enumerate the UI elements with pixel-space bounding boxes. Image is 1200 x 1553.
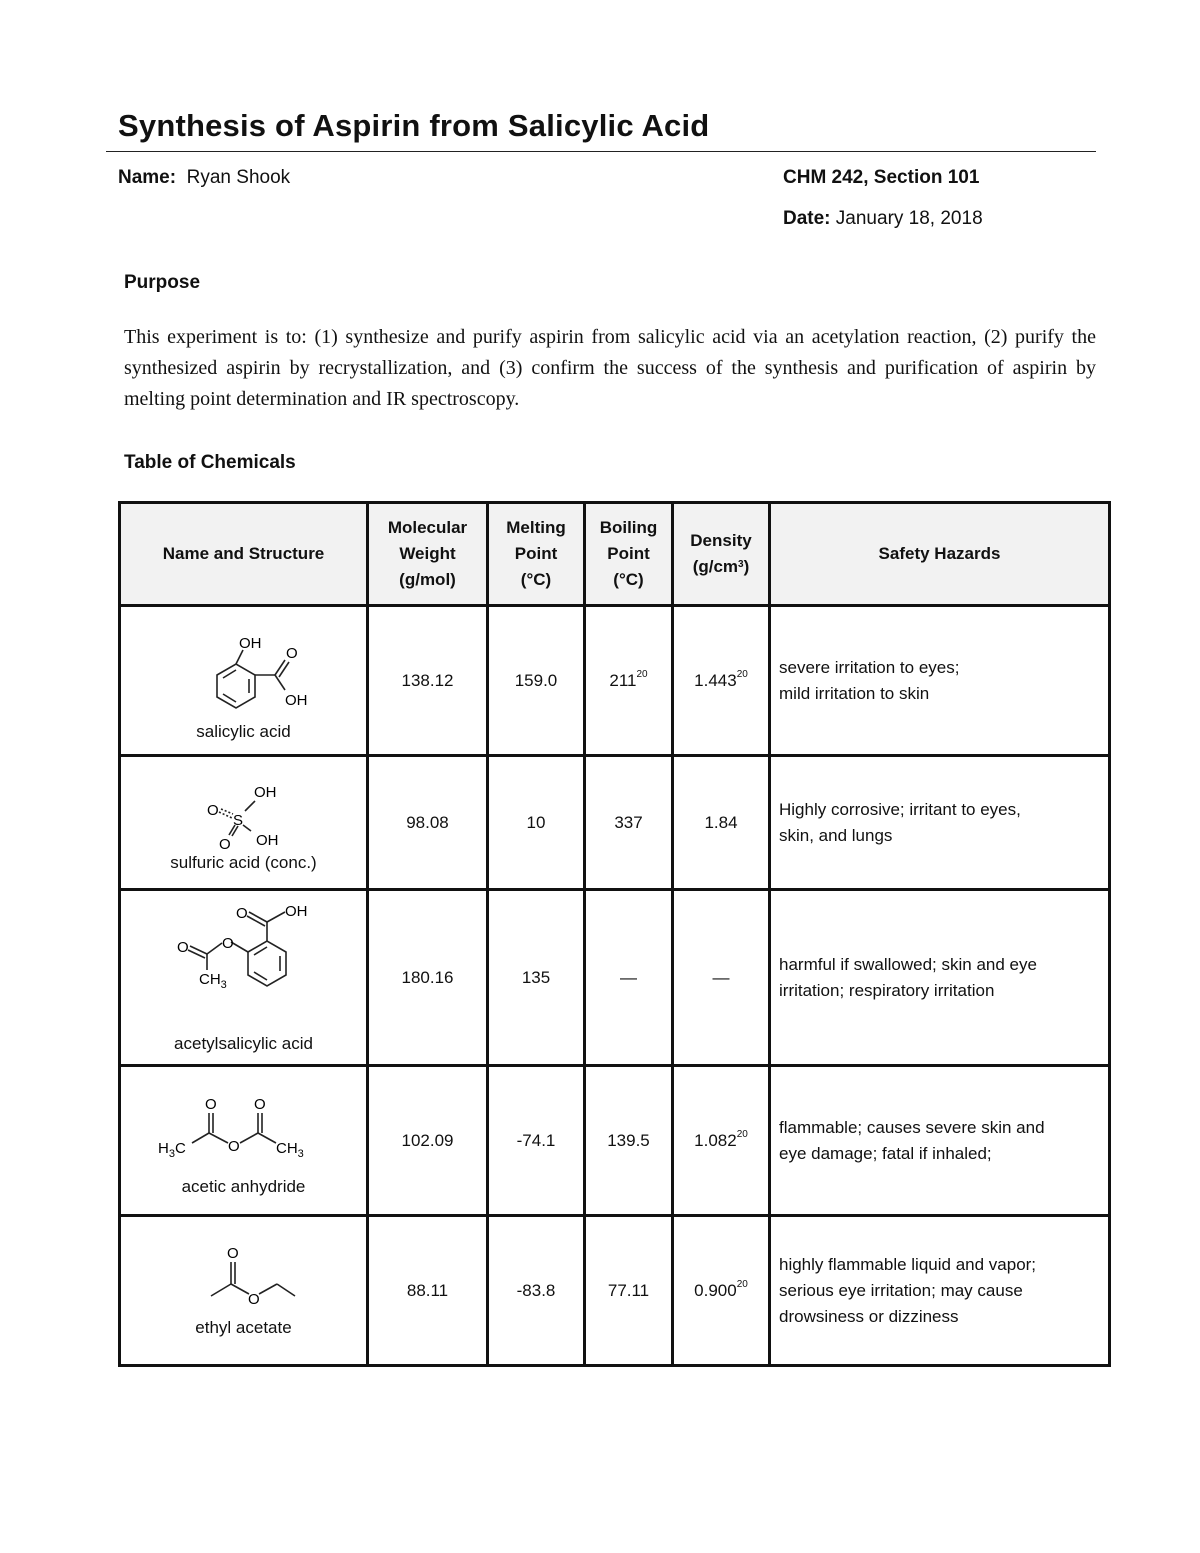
density-cell: 1.84: [673, 756, 770, 890]
table-row: [120, 756, 1110, 890]
label-ch3: $CH_3$: [198, 970, 227, 991]
label-o: O: [176, 938, 189, 956]
purpose-paragraph: This experiment is to: (1) synthesize and purify aspirin from salicylic acid via an acetylation reaction, (2) purify the synthesized aspirin by recrystallization, and (3) confirm the success of the synthesis and purification of aspirin by melting point determination and IR spectroscopy.: [124, 326, 1096, 410]
col-header-mw-l1: Molecular: [387, 518, 468, 537]
chemical-name: sulfuric acid (conc.): [170, 852, 317, 872]
hazard-line: harmful if swallowed; skin and eye: [779, 954, 1037, 974]
density-sup: 20: [736, 1278, 748, 1290]
label-oh: OH: [284, 902, 307, 920]
hazard-line: highly flammable liquid and vapor;: [779, 1254, 1037, 1274]
course-line: [783, 167, 979, 189]
mw-cell: 138.12: [368, 606, 488, 756]
label-o: O: [218, 835, 231, 851]
density-value: 1.082: [694, 1130, 737, 1150]
col-header-mw-l2: Weight: [399, 544, 456, 563]
hazard-cell: [770, 890, 1110, 1066]
label-oh: OH: [238, 634, 261, 652]
density-value: 0.900: [694, 1280, 737, 1300]
label-o: O: [221, 934, 234, 952]
hazard-cell: [770, 606, 1110, 756]
label-ch3: $CH_3$: [275, 1139, 304, 1160]
student-name-line: [118, 167, 290, 189]
hazard-line: Highly corrosive; irritant to eyes,: [779, 799, 1021, 819]
hazard-line: serious eye irritation; may cause: [779, 1280, 1023, 1300]
mw-cell: 180.16: [368, 890, 488, 1066]
table-row: [120, 1216, 1110, 1366]
mp-cell: 10: [488, 756, 585, 890]
label-oh: OH: [284, 691, 307, 709]
chemical-name: salicylic acid: [196, 721, 291, 741]
hazard-line: drowsiness or dizziness: [779, 1306, 959, 1326]
structure-cell: [120, 606, 368, 756]
density-sup: 20: [736, 1128, 748, 1140]
density-value: 1.443: [694, 670, 737, 690]
bp-sup: 20: [636, 668, 648, 680]
name-label: Name:: [118, 167, 177, 188]
table-row: [120, 890, 1110, 1066]
mw-cell: 98.08: [368, 756, 488, 890]
hazard-line: severe irritation to eyes;: [779, 657, 960, 677]
col-header-bp-l1: Boiling: [599, 518, 658, 537]
col-header-density-l3: ): [743, 557, 750, 576]
col-header-density: [673, 503, 770, 606]
col-header-density-l2: (g/cm: [692, 557, 739, 576]
structure-cell: [120, 1216, 368, 1366]
acetic-anhydride-structure: [154, 1085, 334, 1175]
structure-cell: [120, 1066, 368, 1216]
label-o: O: [226, 1244, 239, 1262]
bp-cell: [585, 606, 673, 756]
structure-cell: [120, 756, 368, 890]
hazard-line: eye damage; fatal if inhaled;: [779, 1143, 992, 1163]
date-value: January 18, 2018: [835, 208, 983, 229]
table-heading: Table of Chemicals: [124, 452, 296, 473]
col-header-density-l1: Density: [690, 531, 752, 550]
mp-cell: 135: [488, 890, 585, 1066]
structure-cell: [120, 890, 368, 1066]
mp-cell: 159.0: [488, 606, 585, 756]
label-o: O: [253, 1095, 266, 1113]
col-header-mp: [488, 503, 585, 606]
hazard-line: flammable; causes severe skin and: [779, 1117, 1045, 1137]
density-cell: —: [673, 890, 770, 1066]
chemical-name: ethyl acetate: [195, 1317, 292, 1337]
col-header-mw-l3: (g/mol): [399, 570, 456, 589]
date-label: Date:: [783, 208, 831, 229]
mw-cell: 88.11: [368, 1216, 488, 1366]
bp-value: 211: [609, 670, 637, 690]
label-h3c: $H_3C$: [157, 1139, 186, 1160]
ethyl-acetate-structure: [159, 1244, 329, 1316]
label-s: S: [232, 811, 243, 829]
hazard-cell: [770, 1216, 1110, 1366]
sulfuric-acid-structure: [159, 773, 329, 851]
label-o: O: [235, 904, 248, 922]
date-line: [783, 208, 983, 230]
table-header-row: [120, 503, 1110, 606]
bp-cell: 77.11: [585, 1216, 673, 1366]
chemical-name: acetic anhydride: [181, 1176, 306, 1196]
col-header-mw: [368, 503, 488, 606]
mp-cell: -83.8: [488, 1216, 585, 1366]
bp-cell: 139.5: [585, 1066, 673, 1216]
density-cell: [673, 1066, 770, 1216]
mp-cell: -74.1: [488, 1066, 585, 1216]
hazard-cell: [770, 1066, 1110, 1216]
col-header-density-sup: 3: [738, 559, 744, 570]
purpose-heading: Purpose: [124, 272, 201, 293]
table-row: [120, 1066, 1110, 1216]
density-cell: [673, 606, 770, 756]
hazard-line: mild irritation to skin: [779, 683, 930, 703]
col-header-name: Name and Structure: [120, 503, 368, 606]
hazard-line: skin, and lungs: [779, 825, 893, 845]
label-oh: OH: [253, 783, 276, 801]
col-header-hazards: Safety Hazards: [770, 503, 1110, 606]
label-o: O: [285, 644, 298, 662]
bp-cell: —: [585, 890, 673, 1066]
table-row: [120, 606, 1110, 756]
col-header-bp-l3: (°C): [613, 570, 644, 589]
salicylic-acid-structure: [159, 620, 329, 720]
chemical-name: acetylsalicylic acid: [174, 1033, 313, 1053]
col-header-mp-l3: (°C): [520, 570, 552, 589]
col-header-mp-l1: Melting: [506, 518, 566, 537]
label-o: O: [206, 801, 219, 819]
chemicals-table: [118, 501, 1111, 1367]
label-oh: OH: [255, 831, 278, 849]
label-o: O: [204, 1095, 217, 1113]
document-title: Synthesis of Aspirin from Salicylic Acid: [118, 108, 710, 143]
mw-cell: 102.09: [368, 1066, 488, 1216]
col-header-bp-l2: Point: [607, 544, 650, 563]
acetylsalicylic-acid-structure: [149, 902, 339, 1032]
density-sup: 20: [736, 668, 748, 680]
label-o: O: [247, 1290, 260, 1308]
label-o: O: [227, 1137, 240, 1155]
density-cell: [673, 1216, 770, 1366]
name-value: Ryan Shook: [186, 167, 291, 188]
col-header-bp: [585, 503, 673, 606]
title-divider: [106, 151, 1096, 152]
bp-cell: 337: [585, 756, 673, 890]
hazard-line: irritation; respiratory irritation: [779, 980, 995, 1000]
hazard-cell: [770, 756, 1110, 890]
course-value: CHM 242, Section 101: [783, 167, 980, 188]
col-header-mp-l2: Point: [514, 544, 558, 563]
